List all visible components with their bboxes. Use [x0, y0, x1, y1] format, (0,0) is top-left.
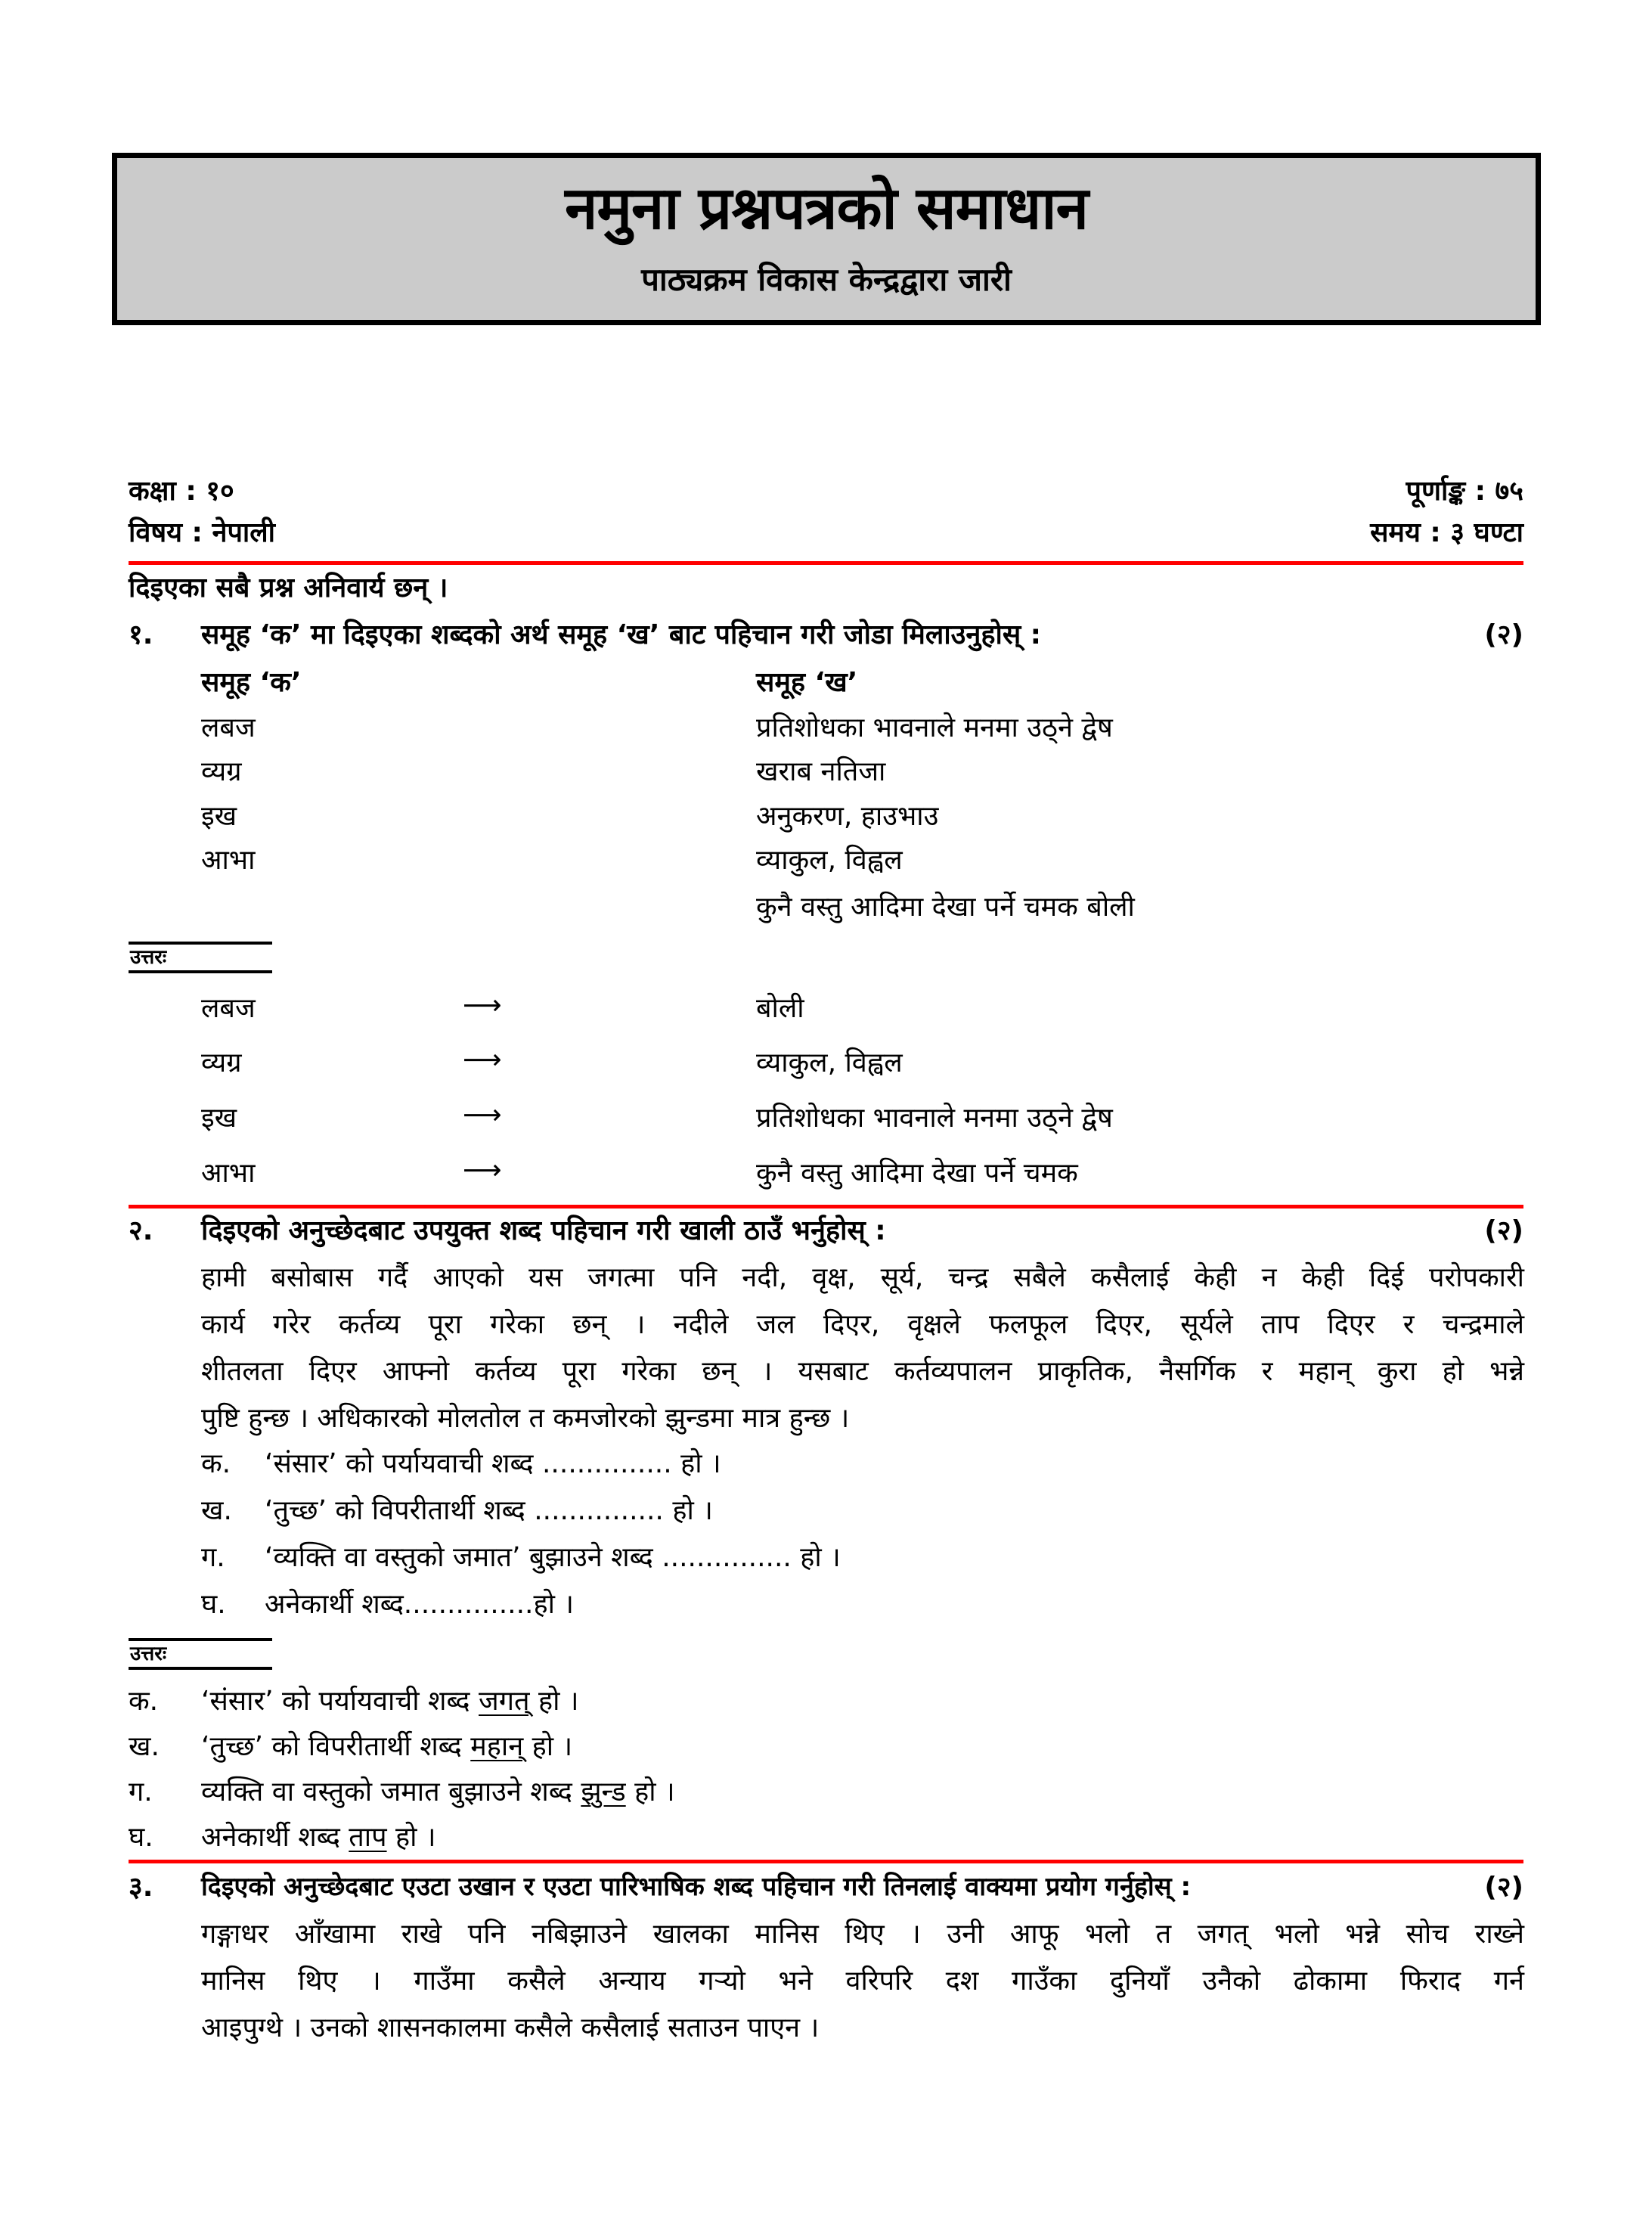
answer-meaning: कुनै वस्तु आदिमा देखा पर्ने चमक	[756, 1158, 1078, 1189]
q2-answer-before: ‘तुच्छ’ को विपरीतार्थी शब्द	[201, 1731, 471, 1762]
q2-answer-after: हो ।	[625, 1776, 675, 1807]
group-b-item: व्याकुल, विह्वल	[756, 845, 903, 876]
q2-answer-line	[201, 1688, 579, 1715]
q2-answer-line	[201, 1824, 436, 1851]
q3-passage-line: मानिस थिए । गाउँमा कसैले अन्याय गऱ्यो भने वरिपरि दश गाउँका दुनियाँ उनैको ढोकामा फिराद गर्न	[201, 1966, 1524, 1997]
q2-answer-label: ग.	[129, 1776, 153, 1807]
q2-answer-label: घ.	[129, 1822, 153, 1853]
time-label: समय : ३ घण्टा	[1370, 517, 1523, 548]
arrow-icon: ⟶	[463, 990, 502, 1021]
q2-text: दिइएको अनुच्छेदबाट उपयुक्त शब्द पहिचान गरी खाली ठाउँ भर्नुहोस् :	[201, 1215, 886, 1246]
q2-answer-line	[201, 1733, 572, 1761]
q3-passage-line: आइपुग्थे । उनको शासनकालमा कसैले कसैलाई सताउन पाएन ।	[201, 2012, 820, 2043]
group-a-item: लबज	[201, 712, 256, 743]
q2-passage-line: हामी बसोबास गर्दै आएको यस जगत्मा पनि नदी, वृक्ष, सूर्य, चन्द्र सबैले कसैलाई केही न केही दिई परोपकारी	[201, 1262, 1524, 1293]
q2-item-label: ग.	[201, 1542, 225, 1573]
arrow-icon: ⟶	[463, 1100, 502, 1131]
answer-word: इख	[201, 1103, 237, 1134]
answer-meaning: व्याकुल, विह्वल	[756, 1047, 903, 1078]
answer-label-underline	[129, 1667, 272, 1670]
q2-number: २.	[129, 1215, 153, 1246]
section-divider	[129, 1205, 1523, 1209]
document-subtitle: पाठ्यक्रम विकास केन्द्रद्वारा जारी	[641, 261, 1012, 298]
q2-passage-line: शीतलता दिएर आफ्नो कर्तव्य पूरा गरेका छन् । यसबाट कर्तव्यपालन प्राकृतिक, नैसर्गिक र महान् कुरा हो भन्ने	[201, 1356, 1524, 1387]
group-b-item: प्रतिशोधका भावनाले मनमा उठ्ने द्वेष	[756, 712, 1113, 743]
group-b-item: खराब नतिजा	[756, 756, 886, 787]
q2-answer-word: ताप	[349, 1822, 387, 1853]
q2-item-label: घ.	[201, 1589, 226, 1620]
answer-label-text: उत्तरः	[130, 1643, 167, 1665]
q2-answer-before: अनेकार्थी शब्द	[201, 1822, 349, 1853]
q1-marks: (२)	[1484, 619, 1523, 650]
group-b-item: अनुकरण, हाउभाउ	[756, 801, 939, 832]
q2-passage-line: पुष्टि हुन्छ । अधिकारको मोलतोल त कमजोरको झुन्डमा मात्र हुन्छ ।	[201, 1403, 850, 1434]
instruction: दिइएका सबै प्रश्न अनिवार्य छन् ।	[129, 572, 448, 603]
q2-answer-label: ख.	[129, 1731, 160, 1762]
section-divider	[129, 1860, 1523, 1863]
arrow-icon: ⟶	[463, 1044, 502, 1075]
group-b-header: समूह ‘ख’	[756, 667, 858, 698]
q2-item-label: ख.	[201, 1495, 232, 1526]
answer-word: लबज	[201, 993, 256, 1024]
answer-label-top-rule	[129, 1638, 272, 1641]
q1-number: १.	[129, 619, 153, 650]
q3-number: ३.	[129, 1872, 153, 1903]
group-a-header: समूह ‘क’	[201, 667, 302, 698]
answer-label-text: उत्तरः	[130, 946, 167, 969]
q3-passage-line: गङ्गाधर आँखामा राखे पनि नबिझाउने खालका मानिस थिए । उनी आफू भलो त जगत् भलो भन्ने सोच राख्ने	[201, 1919, 1524, 1950]
q2-answer-word: झुन्ड	[581, 1776, 626, 1807]
answer-word: व्यग्र	[201, 1047, 242, 1078]
subject-label: विषय : नेपाली	[129, 517, 275, 548]
group-b-item: कुनै वस्तु आदिमा देखा पर्ने चमक बोली	[756, 892, 1135, 923]
q2-passage-line: कार्य गरेर कर्तव्य पूरा गरेका छन् । नदीले जल दिएर, वृक्षले फलफूल दिएर, सूर्यले ताप दिएर र चन्द्रमाले	[201, 1309, 1524, 1340]
q2-item-text: अनेकार्थी शब्द...............हो ।	[265, 1589, 574, 1620]
full-marks: पूर्णाङ्क : ७५	[1406, 476, 1523, 507]
q3-marks: (२)	[1484, 1872, 1523, 1903]
answer-meaning: बोली	[756, 993, 804, 1024]
answer-word: आभा	[201, 1158, 256, 1189]
q2-answer-after: हो ।	[529, 1686, 579, 1717]
answer-label	[129, 942, 272, 975]
group-a-item: आभा	[201, 845, 256, 876]
q2-answer-word: महान्	[470, 1731, 524, 1762]
q1-text: समूह ‘क’ मा दिइएका शब्दको अर्थ समूह ‘ख’ बाट पहिचान गरी जोडा मिलाउनुहोस् :	[201, 619, 1042, 650]
answer-label-top-rule	[129, 942, 272, 945]
q2-item-text: ‘तुच्छ’ को विपरीतार्थी शब्द ............... हो ।	[265, 1495, 713, 1526]
q2-item-label: क.	[201, 1448, 231, 1479]
q2-answer-label: क.	[129, 1686, 159, 1717]
answer-meaning: प्रतिशोधका भावनाले मनमा उठ्ने द्वेष	[756, 1103, 1113, 1134]
answer-label-underline	[129, 970, 272, 973]
q2-item-text: ‘संसार’ को पर्यायवाची शब्द ............... हो ।	[265, 1448, 721, 1479]
q2-answer-line	[201, 1776, 675, 1807]
q2-answer-after: हो ।	[523, 1731, 573, 1762]
q2-answer-before: ‘संसार’ को पर्यायवाची शब्द	[201, 1686, 479, 1717]
answer-label	[129, 1638, 272, 1671]
q3-text: दिइएको अनुच्छेदबाट एउटा उखान र एउटा पारिभाषिक शब्द पहिचान गरी तिनलाई वाक्यमा प्रयोग गर्नुहोस् :	[201, 1872, 1192, 1902]
q2-item-text: ‘व्यक्ति वा वस्तुको जमात’ बुझाउने शब्द ............... हो ।	[265, 1542, 841, 1573]
q2-answer-after: हो ।	[386, 1822, 436, 1853]
q2-marks: (२)	[1484, 1215, 1523, 1246]
document-title: नमुना प्रश्नपत्रको समाधान	[565, 175, 1088, 243]
class-label: कक्षा : १०	[129, 476, 234, 507]
group-a-item: व्यग्र	[201, 756, 242, 787]
group-a-item: इख	[201, 801, 237, 832]
section-divider	[129, 561, 1523, 565]
title-box	[112, 153, 1541, 325]
q2-answer-before: व्यक्ति वा वस्तुको जमात बुझाउने शब्द	[201, 1776, 581, 1807]
q2-answer-word: जगत्	[479, 1686, 530, 1717]
arrow-icon: ⟶	[463, 1155, 502, 1186]
